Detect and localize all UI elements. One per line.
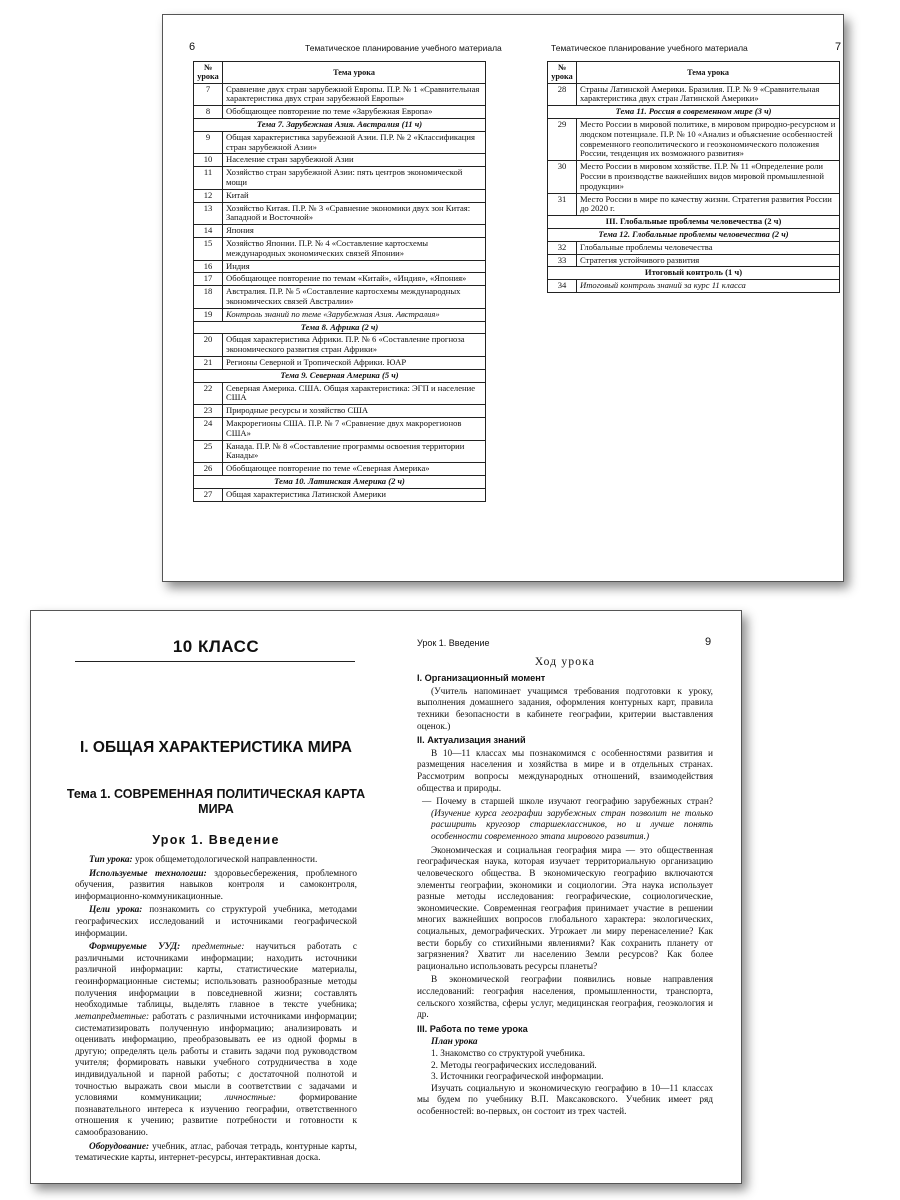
lesson-row xyxy=(548,280,840,293)
lesson-topic: Хозяйство Китая. П.Р. № 3 «Сравнение экономики двух зон Китая: Западной и Восточной» xyxy=(223,202,486,225)
lesson-row xyxy=(194,202,486,225)
lesson-number: 9 xyxy=(194,131,223,154)
section-row xyxy=(548,216,840,229)
topic-title: Тема 1. СОВРЕМЕННАЯ ПОЛИТИЧЕСКАЯ КАРТА МИРА xyxy=(66,787,366,816)
section-title: Итоговый контроль (1 ч) xyxy=(548,267,840,280)
lesson-technologies: Используемые технологии: здоровьесбережения, проблемного обучения, развития навыков контроля и самоконтроля, информационно-коммуникационные. xyxy=(75,868,357,902)
lesson-number: 14 xyxy=(194,225,223,238)
lesson-topic: Регионы Северной и Тропической Африки. ЮАР xyxy=(223,357,486,370)
lesson-number: 24 xyxy=(194,418,223,441)
lesson-row xyxy=(194,273,486,286)
lesson-number: 18 xyxy=(194,286,223,309)
section-row xyxy=(194,369,486,382)
lesson-row xyxy=(194,106,486,119)
plan-item: 1. Знакомство со структурой учебника. xyxy=(431,1048,586,1059)
bottom-book-spread xyxy=(30,610,742,1184)
col-header-topic: Тема урока xyxy=(577,62,840,84)
lesson-number: 33 xyxy=(548,254,577,267)
lesson-topic: Население стран зарубежной Азии xyxy=(223,154,486,167)
lesson-info xyxy=(75,855,357,1167)
lesson-number: 32 xyxy=(548,241,577,254)
lesson-number: 27 xyxy=(194,488,223,501)
lesson-procedure xyxy=(417,655,713,1121)
lesson-topic: Австралия. П.Р. № 5 «Составление картосхемы международных экономических связей Австралии» xyxy=(223,286,486,309)
lesson-topic: Глобальные проблемы человечества xyxy=(577,241,840,254)
lesson-number: 34 xyxy=(548,280,577,293)
lesson-number: 12 xyxy=(194,189,223,202)
lesson-topic: Канада. П.Р. № 8 «Составление программы освоения территории Канады» xyxy=(223,440,486,463)
section-title: Тема 10. Латинская Америка (2 ч) xyxy=(194,475,486,488)
section-row xyxy=(548,267,840,280)
lesson-number: 20 xyxy=(194,334,223,357)
section-title: III. Глобальные проблемы человечества (2 ч) xyxy=(548,216,840,229)
actualization-paragraph-3: В экономической географии появились новые направления исследований: география населения, промышленности, транспорта, сельского хозяйства, сферы услуг, медицинская география, геоэкология и др. xyxy=(417,975,713,1021)
section-row xyxy=(194,475,486,488)
lesson-topic: Китай xyxy=(223,189,486,202)
lesson-topic: Общая характеристика Латинской Америки xyxy=(223,488,486,501)
top-book-spread xyxy=(162,14,844,582)
running-head-right: Урок 1. Введение xyxy=(417,638,490,648)
lesson-row xyxy=(194,154,486,167)
lesson-topic: Индия xyxy=(223,260,486,273)
col-header-num: № урока xyxy=(194,62,223,84)
lesson-topic: Общая характеристика Африки. П.Р. № 6 «Составление прогноза экономического развития стран Африки» xyxy=(223,334,486,357)
lesson-number: 11 xyxy=(194,167,223,190)
part-title: I. ОБЩАЯ ХАРАКТЕРИСТИКА МИРА xyxy=(80,739,352,756)
lesson-row xyxy=(548,193,840,216)
lesson-number: 7 xyxy=(194,83,223,106)
lesson-topic: Стратегия устойчивого развития xyxy=(577,254,840,267)
lesson-number: 26 xyxy=(194,463,223,476)
lesson-equipment: Оборудование: учебник, атлас, рабочая тетрадь, контурные карты, тематические карты, интернет-ресурсы, интерактивная доска. xyxy=(75,1141,357,1164)
section-organizational: I. Организационный момент xyxy=(417,673,546,684)
actualization-question: — Почему в старшей школе изучают географию зарубежных стран? (Изучение курса географии зарубежных стран позволит не только расширить кругозор старшеклассников, но и лучше понять особенности современного этапа мирового развития.) xyxy=(422,797,713,843)
lesson-topic: Обобщающее повторение по темам «Китай», «Индия», «Япония» xyxy=(223,273,486,286)
lesson-topic: Контроль знаний по теме «Зарубежная Азия. Австралия» xyxy=(223,308,486,321)
lesson-row xyxy=(194,357,486,370)
lesson-row xyxy=(194,405,486,418)
lesson-topic: Место России в мировой политике, в мировом природно-ресурсном и людском потенциале. П.Р. № 10 «Анализ и объяснение особенностей современного геополитического и геоэкономического положения России, тенденция их возможного развития» xyxy=(577,119,840,161)
lesson-row xyxy=(194,189,486,202)
lesson-topic: Обобщающее повторение по теме «Северная Америка» xyxy=(223,463,486,476)
lesson-topic: Северная Америка. США. Общая характеристика: ЭГП и население США xyxy=(223,382,486,405)
lesson-number: 31 xyxy=(548,193,577,216)
lesson-topic: Место России в мире по качеству жизни. Стратегия развития России до 2020 г. xyxy=(577,193,840,216)
lesson-topic: Страны Латинской Америки. Бразилия. П.Р. № 9 «Сравнительная характеристика двух стран Латинской Америки» xyxy=(577,83,840,106)
lesson-number: 30 xyxy=(548,161,577,193)
lesson-topic: Место России в мировом хозяйстве. П.Р. № 11 «Определение роли России в производстве важнейших видов мировой промышленной продукции» xyxy=(577,161,840,193)
lesson-number: 23 xyxy=(194,405,223,418)
section-row xyxy=(194,321,486,334)
section-actualization: II. Актуализация знаний xyxy=(417,735,526,746)
lesson-number: 15 xyxy=(194,238,223,261)
page-number-left: 6 xyxy=(189,41,196,53)
lesson-number: 17 xyxy=(194,273,223,286)
lesson-topic: Общая характеристика зарубежной Азии. П.Р. № 2 «Классификация стран зарубежной Азии» xyxy=(223,131,486,154)
plan-list xyxy=(417,1049,713,1084)
lesson-type: Тип урока: урок общеметодологической направленности. xyxy=(89,855,318,865)
lesson-row xyxy=(194,131,486,154)
lesson-number: 16 xyxy=(194,260,223,273)
lesson-row xyxy=(194,418,486,441)
lesson-number: 19 xyxy=(194,308,223,321)
col-header-topic: Тема урока xyxy=(223,62,486,84)
grade-rule xyxy=(75,661,355,662)
lesson-row xyxy=(194,286,486,309)
lesson-topic: Природные ресурсы и хозяйство США xyxy=(223,405,486,418)
actualization-paragraph-2: Экономическая и социальная география мира — это общественная географическая наука, которая изучает территориальную организацию человеческого общества. В экономическую географию включаются элементы географии, экономики и социологии. Эта наука использует разные методы исследования: географические, социологические, экономические. Современная география принимает участие в решении многих важнейших вопросов глобального характера: экологических, социальных, демографических. Угрожает ли миру перенаселение? Как вести борьбу со стихийными явлениями? Как сохранить планету от загрязнения? Хватит ли населению Земли ресурсов? Как более рационально использовать ресурсы планеты? xyxy=(417,845,713,972)
lesson-goals: Цели урока: познакомить со структурой учебника, методами географических исследований и источниками географической информации. xyxy=(75,905,357,939)
lesson-row xyxy=(194,83,486,106)
section-title: Тема 8. Африка (2 ч) xyxy=(194,321,486,334)
lesson-row xyxy=(194,463,486,476)
lesson-topic: Сравнение двух стран зарубежной Европы. П.Р. № 1 «Сравнительная характеристика двух стран зарубежной Европы» xyxy=(223,83,486,106)
section-title: Тема 11. Россия в современном мире (3 ч) xyxy=(548,106,840,119)
section-topic-work: III. Работа по теме урока xyxy=(417,1023,528,1034)
lesson-plan-table-left xyxy=(193,61,486,502)
lesson-topic: Япония xyxy=(223,225,486,238)
lesson-topic: Хозяйство стран зарубежной Азии: пять центров экономической мощи xyxy=(223,167,486,190)
lesson-topic: Макрорегионы США. П.Р. № 7 «Сравнение двух макрорегионов США» xyxy=(223,418,486,441)
lesson-row xyxy=(194,260,486,273)
section-title: Тема 7. Зарубежная Азия. Австралия (11 ч) xyxy=(194,119,486,132)
running-head-right: Тематическое планирование учебного материала xyxy=(551,43,748,53)
lesson-row xyxy=(194,440,486,463)
lesson-number: 21 xyxy=(194,357,223,370)
lesson-number: 13 xyxy=(194,202,223,225)
lesson-plan-table-right xyxy=(547,61,840,293)
plan-item: 2. Методы географических исследований. xyxy=(431,1060,597,1071)
topic-work-paragraph-1: Изучать социальную и экономическую географию в 10—11 классах мы будем по учебнику В.П. Максаковского. Учебник имеет ряд особенностей: во-первых, он состоит из трех частей. xyxy=(417,1083,713,1117)
section-title: Тема 9. Северная Америка (5 ч) xyxy=(194,369,486,382)
section-row xyxy=(194,119,486,132)
lesson-topic: Обобщающее повторение по теме «Зарубежная Европа» xyxy=(223,106,486,119)
procedure-heading: Ход урока xyxy=(534,656,596,668)
lesson-number: 25 xyxy=(194,440,223,463)
lesson-row xyxy=(194,334,486,357)
section-title: Тема 12. Глобальные проблемы человечества (2 ч) xyxy=(548,229,840,242)
lesson-row xyxy=(548,254,840,267)
lesson-row xyxy=(548,161,840,193)
lesson-row xyxy=(194,382,486,405)
lesson-uud: Формируемые УУД: предметные: научиться работать с различными источниками информации; находить источники различной информации: карты, статистические материалы, геоинформационные системы; использовать разнообразные методы получения информации в повседневной жизни; составлять необходимые таблицы, выделять главное в тексте учебника; метапредметные: работать с различными источниками информации; систематизировать полученную информацию; анализировать и оценивать информацию, преобразовывать ее из одной формы в другую; определять цель работы и ставить задачи под руководством учителя; формировать навыки учебного сотрудничества в ходе индивидуальной и парной работы; с достаточной полнотой и точностью выражать свои мысли в соответствии с задачами и условиями коммуникации; личностные: формирование познавательного интереса к изучению географии, ответственного отношения к учению; развитие потребности и готовности к самообразованию. xyxy=(75,942,357,1139)
section-row xyxy=(548,106,840,119)
lesson-row xyxy=(548,241,840,254)
lesson-row xyxy=(548,83,840,106)
section-row xyxy=(548,229,840,242)
lesson-number: 22 xyxy=(194,382,223,405)
actualization-paragraph-1: В 10—11 классах мы познакомимся с особенностями развития и размещения населения и хозяйства в мире и в отдельных странах. Рассмотрим вопросы международных отношений, взаимодействия общества и природы. xyxy=(417,748,713,794)
running-head-left: Тематическое планирование учебного материала xyxy=(305,43,502,53)
lesson-title: Урок 1. Введение xyxy=(152,833,280,847)
lesson-number: 28 xyxy=(548,83,577,106)
lesson-number: 8 xyxy=(194,106,223,119)
lesson-topic: Итоговый контроль знаний за курс 11 класса xyxy=(577,280,840,293)
lesson-topic: Хозяйство Японии. П.Р. № 4 «Составление картосхемы международных экономических связей Японии» xyxy=(223,238,486,261)
section-organizational-text: (Учитель напоминает учащимся требования подготовки к уроку, выполнения домашнего задания, оформления контурных карт, правила техники безопасности в кабинете географии, критерии выставления оценок.) xyxy=(417,686,713,732)
lesson-row xyxy=(194,308,486,321)
plan-item: 3. Источники географической информации. xyxy=(431,1072,604,1083)
lesson-row xyxy=(194,225,486,238)
lesson-row xyxy=(548,119,840,161)
page-number-right: 9 xyxy=(705,636,712,648)
lesson-number: 10 xyxy=(194,154,223,167)
lesson-row xyxy=(194,167,486,190)
grade-title: 10 КЛАСС xyxy=(172,637,260,656)
page-number-right: 7 xyxy=(835,41,842,53)
lesson-row xyxy=(194,488,486,501)
plan-title: План урока xyxy=(431,1037,478,1048)
lesson-number: 29 xyxy=(548,119,577,161)
col-header-num: № урока xyxy=(548,62,577,84)
lesson-row xyxy=(194,238,486,261)
